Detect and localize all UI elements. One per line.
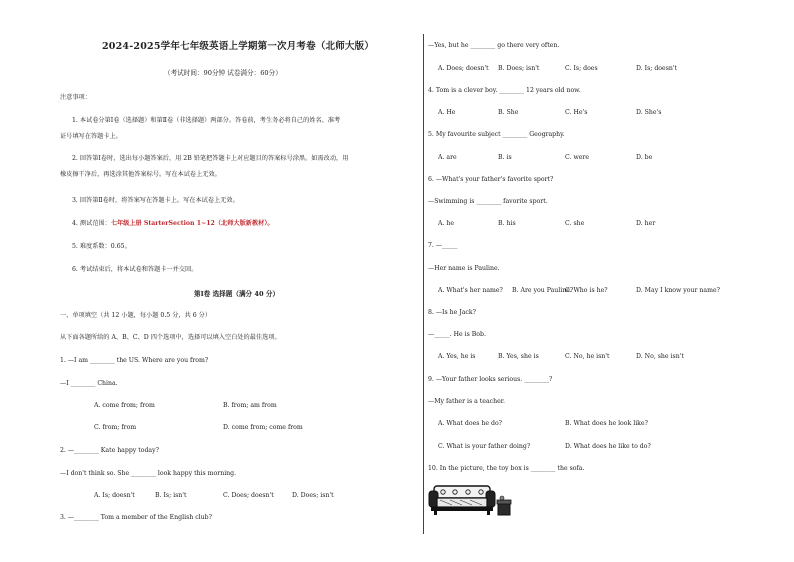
note-4-range: 七年级上册 StarterSection 1~12（北师大版新教材）。 [110,220,274,227]
q5-option-b: B. is [498,154,512,161]
q6-option-b: B. his [498,220,516,227]
q4-option-b: B. She [498,109,519,116]
q2-option-a: A. Is; doesn't [94,492,135,499]
q8-option-c: C. No, he isn't [565,353,610,360]
q5-option-a: A. are [438,154,457,161]
note-1-line-2: 证号填写在答题卡上。 [60,133,122,140]
q1-option-c: C. from; from [94,424,137,431]
q8-option-d: D. No, she isn't [636,353,684,360]
part-instruction: 从下面各题所给的 A、B、C、D 四个选项中，选择可以填入空白处的最佳选项。 [60,334,281,341]
q2-option-b: B. Is; isn't [155,492,187,499]
question-9: 9. —Your father looks serious. ________? [428,376,553,383]
q9-option-b: B. What does he look like? [565,420,648,427]
q4-option-c: C. He's [565,109,588,116]
q9-option-a: A. What does he do? [438,420,502,427]
note-4 [72,220,274,228]
q3-option-c: C. Is; does [565,65,598,72]
q9-option-c: C. What is your father doing? [438,443,531,450]
q9-option-d: D. What does he like to do? [565,443,651,450]
q7-option-c: C. Who is he? [565,287,608,294]
q8-option-b: B. Yes, she is [498,353,539,360]
q4-option-d: D. She's [636,109,662,116]
q5-option-c: C. were [565,154,590,161]
q7-option-d: D. May I know your name? [636,287,720,294]
section-title: 第Ⅰ卷 选择题（满分 40 分） [194,290,280,298]
question-8: 8. —Is he Jack? [428,309,476,316]
q1-option-b: B. from; am from [223,402,277,409]
question-7: 7. —_____ [428,242,458,249]
question-7-reply: —Her name is Pauline. [428,265,500,272]
question-2-reply: —I don't think so. She ________ look happy this morning. [60,470,237,477]
question-8-reply: —_____. He is Bob. [428,331,486,338]
q3-option-b: B. Does; isn't [498,65,540,72]
q6-option-a: A. he [438,220,455,227]
q2-option-d: D. Does; isn't [292,492,334,499]
q6-option-d: D. her [636,220,656,227]
question-6-reply: —Swimming is ________ favorite sport. [428,198,548,205]
question-4: 4. Tom is a clever boy. ________ 12 years old now. [428,87,581,94]
exam-title: 2024-2025学年七年级英语上学期第一次月考卷（北师大版） [102,41,375,52]
q7-option-b: B. Are you Pauline? [512,287,574,294]
question-10: 10. In the picture, the toy box is ________ the sofa. [428,465,585,472]
question-9-reply: —My father is a teacher. [428,398,505,405]
q8-option-a: A. Yes, he is [438,353,476,360]
q5-option-d: D. be [636,154,653,161]
question-2: 2. —________ Kate happy today? [60,447,159,454]
note-4-prefix: 4. 测试范围： [72,220,111,227]
q7-option-a: A. What's her name? [438,287,503,294]
q1-option-d: D. come from; come from [223,424,303,431]
question-5: 5. My favourite subject ________ Geography. [428,131,565,138]
sofa-with-toy-box-illustration [428,483,512,517]
note-3: 3. 回答第Ⅱ卷时，将答案写在答题卡上。写在本试卷上无效。 [72,197,239,204]
q2-option-c: C. Does; doesn't [223,492,274,499]
part-heading: 一、单项填空（共 12 小题，每小题 0.5 分，共 6 分） [60,312,212,319]
q3-option-d: D. Is; doesn't [636,65,678,72]
note-1-line-1: 1. 本试卷分第Ⅰ卷（选择题）和第Ⅱ卷（非选择题）两部分。答卷前，考生务必将自己的姓名、准考 [72,117,341,124]
exam-subtitle: （考试时间：90分钟 试卷满分：60分） [164,69,282,77]
note-2-line-2: 橡皮擦干净后，再选涂其他答案标号。写在本试卷上无效。 [60,171,221,178]
q6-option-c: C. she [565,220,585,227]
note-6: 6. 考试结束后，将本试卷和答题卡一并交回。 [72,266,198,273]
question-3: 3. —________ Tom a member of the English club? [60,514,212,521]
q1-option-a: A. come from; from [94,402,155,409]
question-1: 1. —I am ________ the US. Where are you from? [60,357,209,364]
note-5: 5. 难度系数：0.65。 [72,243,131,250]
question-1-reply: —I ________ China. [60,380,118,387]
note-2-line-1: 2. 回答第Ⅰ卷时，选出每小题答案后，用 2B 铅笔把答题卡上对应题目的答案标号涂黑。如需改动，用 [72,155,349,162]
column-divider [423,34,424,534]
q3-option-a: A. Does; doesn't [438,65,489,72]
notes-heading: 注意事项： [60,94,91,101]
question-6: 6. —What's your father's favorite sport? [428,176,554,183]
q4-option-a: A. He [438,109,456,116]
question-3-reply: —Yes, but he ________ go there very often. [428,42,560,49]
